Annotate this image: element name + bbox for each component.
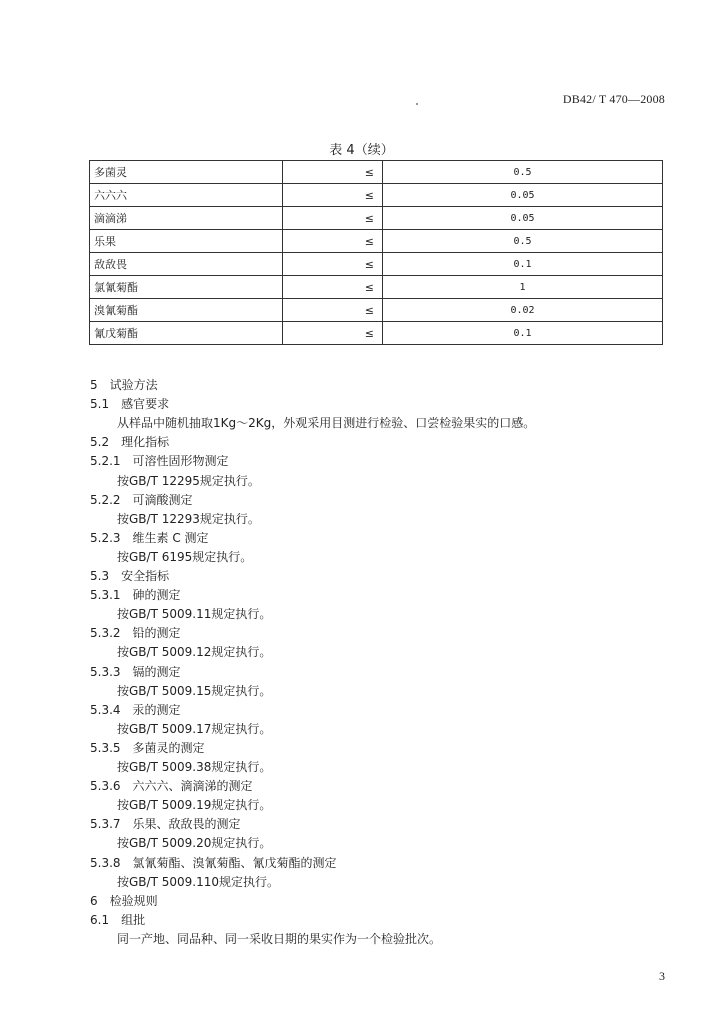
paragraph: 按GB/T 12293规定执行。 [117,511,260,526]
paragraph: 按GB/T 5009.19规定执行。 [117,798,272,813]
section-heading: 5.2.2 可滴酸测定 [90,492,193,507]
section-heading: 5 试验方法 [90,378,158,392]
table-cell-value: 0.05 [383,207,663,230]
table-cell-value: 1 [383,276,663,299]
page-number: 3 [659,969,665,983]
table-cell-name: 溴氰菊酯 [90,299,283,322]
table-caption: 表 4（续） [329,143,394,158]
paragraph: 从样品中随机抽取1Kg～2Kg，外观采用目测进行检验、口尝检验果实的口感。 [117,416,536,431]
table-cell-value: 0.05 [383,184,663,207]
table-row [90,276,663,299]
residue-limits-table [89,160,663,345]
table-cell-value: 0.5 [383,161,663,184]
section-heading: 5.3.1 砷的测定 [90,588,181,603]
section-heading: 5.3.8 氯氰菊酯、溴氰菊酯、氰戊菊酯的测定 [90,855,337,870]
table-cell-value: 0.1 [383,253,663,276]
section-heading: 5.3.2 铅的测定 [90,626,181,641]
paragraph: 按GB/T 12295规定执行。 [117,473,260,488]
paragraph: 按GB/T 5009.38规定执行。 [117,760,272,774]
table-cell-symbol: ≤ [283,253,383,276]
table-cell-name: 乐果 [90,230,283,253]
table-row [90,230,663,253]
table-cell-name: 多菌灵 [90,161,283,184]
paragraph: 同一产地、同品种、同一采收日期的果实作为一个检验批次。 [117,931,442,946]
section-heading: 5.2.3 维生素 C 测定 [90,530,209,545]
section-heading: 5.2 理化指标 [90,435,170,450]
standard-code: DB42/ T 470—2008 [562,92,665,106]
section-heading: 5.3.6 六六六、滴滴涕的测定 [90,779,253,794]
table-cell-symbol: ≤ [283,184,383,207]
table-cell-name: 敌敌畏 [90,253,283,276]
table-row [90,184,663,207]
table-row [90,322,663,345]
table-cell-symbol: ≤ [283,230,383,253]
section-heading: 6 检验规则 [90,893,158,908]
paragraph: 按GB/T 5009.17规定执行。 [117,721,272,736]
table-cell-name: 滴滴涕 [90,207,283,230]
table-cell-name: 六六六 [90,184,283,207]
paragraph: 按GB/T 5009.11规定执行。 [117,607,272,622]
paragraph: 按GB/T 5009.110规定执行。 [117,874,279,889]
table-cell-symbol: ≤ [283,276,383,299]
section-heading: 5.3 安全指标 [90,569,170,583]
section-heading: 5.3.4 汞的测定 [90,702,181,717]
section-heading: 5.2.1 可溶性固形物测定 [90,454,229,469]
table-cell-symbol: ≤ [283,207,383,230]
paragraph: 按GB/T 5009.20规定执行。 [117,836,272,851]
table-row [90,299,663,322]
table-cell-symbol: ≤ [283,322,383,345]
table-row [90,161,663,184]
table-cell-value: 0.02 [383,299,663,322]
table-cell-name: 氯氰菊酯 [90,276,283,299]
table-row [90,207,663,230]
section-heading: 5.1 感官要求 [90,397,170,412]
table-cell-symbol: ≤ [283,161,383,184]
section-heading: 5.3.3 镉的测定 [90,664,181,679]
table-cell-value: 0.5 [383,230,663,253]
table-row [90,253,663,276]
table-cell-symbol: ≤ [283,299,383,322]
paragraph: 按GB/T 5009.12规定执行。 [117,645,272,660]
table-cell-name: 氰戊菊酯 [90,322,283,345]
paragraph: 按GB/T 6195规定执行。 [117,549,253,564]
scan-artifact [416,103,418,105]
paragraph: 按GB/T 5009.15规定执行。 [117,683,272,698]
table-cell-value: 0.1 [383,322,663,345]
section-heading: 6.1 组批 [90,912,146,927]
section-heading: 5.3.5 多菌灵的测定 [90,740,205,755]
section-heading: 5.3.7 乐果、敌敌畏的测定 [90,817,241,832]
